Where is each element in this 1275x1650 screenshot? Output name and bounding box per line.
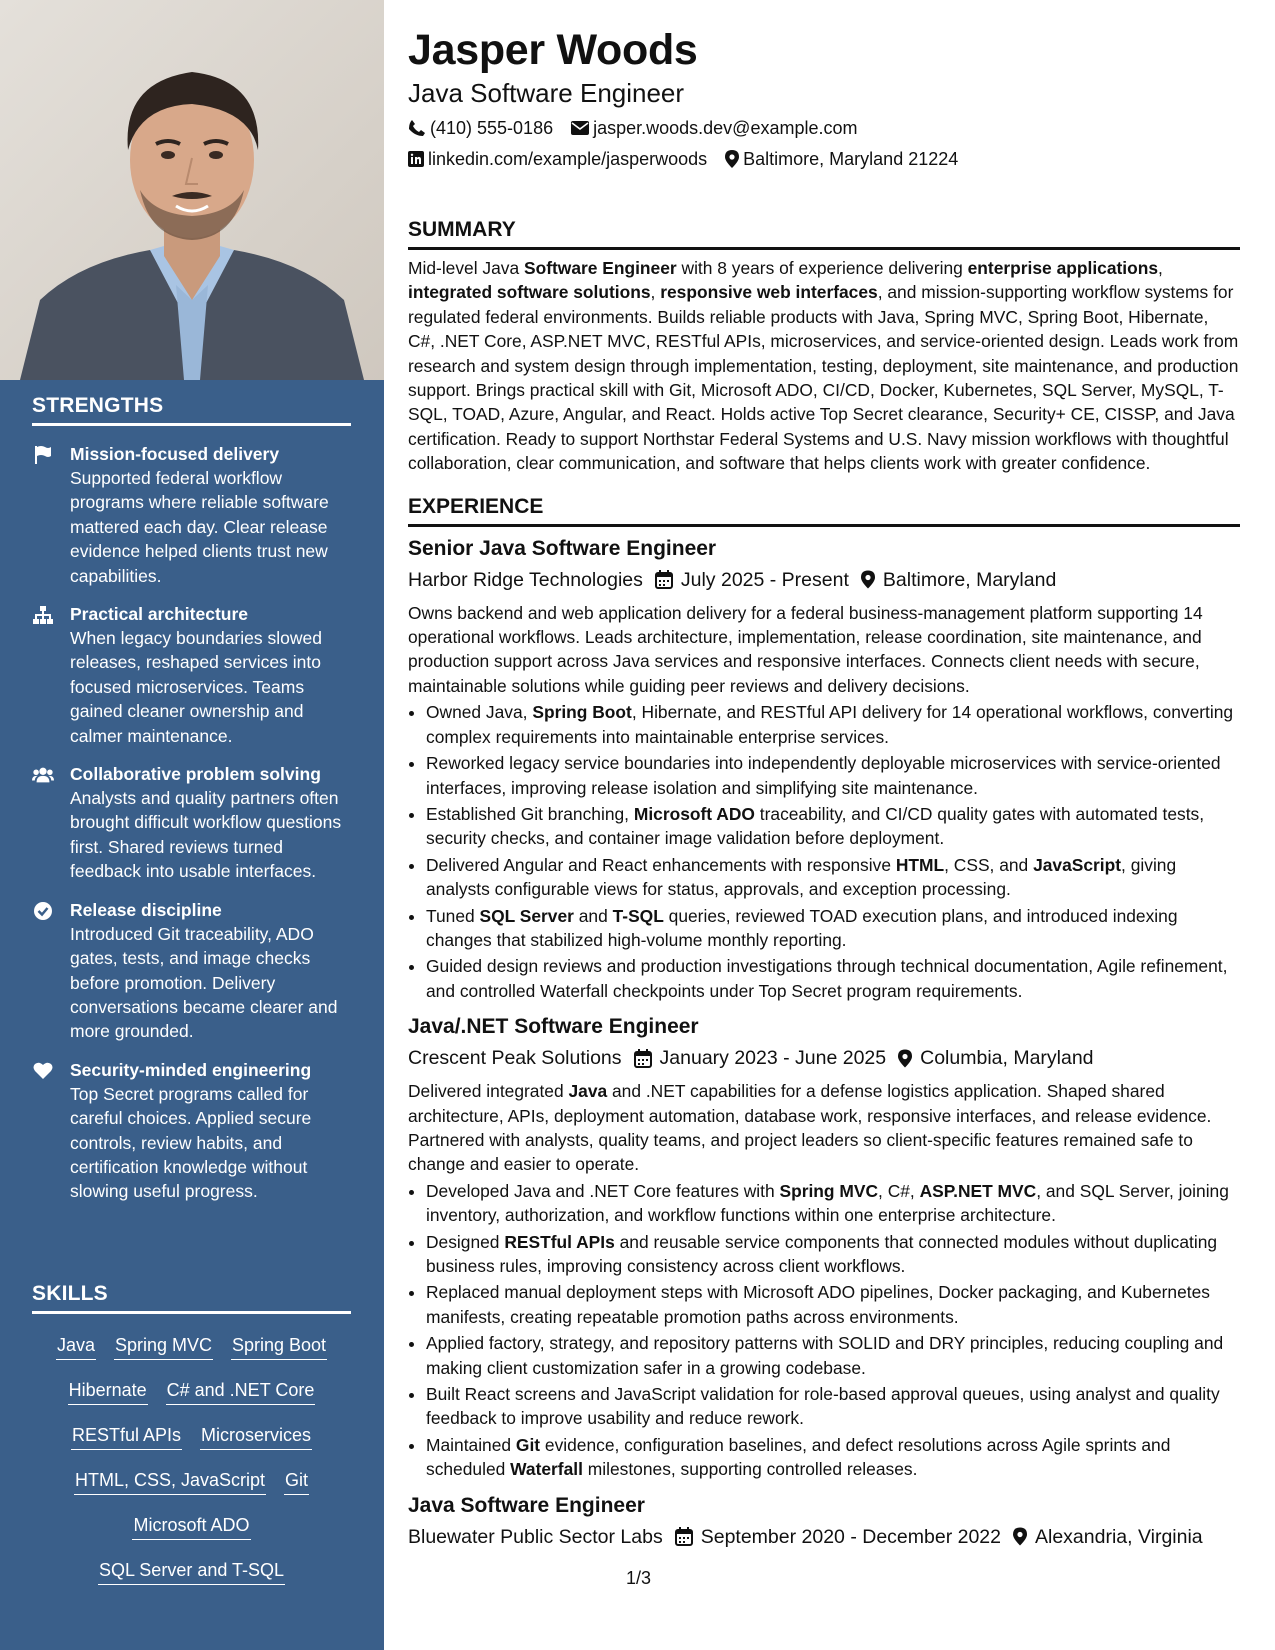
bullet-text: , C#, [878, 1180, 920, 1201]
skill-row [32, 1506, 351, 1551]
job-bullet [426, 1179, 1240, 1228]
page-number: 1/3 [626, 1568, 652, 1588]
skill-tag: Spring Boot [231, 1334, 327, 1360]
skill-tag: C# and .NET Core [166, 1379, 316, 1405]
job-location-text: Baltimore, Maryland [882, 568, 1057, 591]
bullet-text: and reusable service components that connected modules without duplicating business rules, improving consistency across client workflows. [426, 1231, 1218, 1276]
job-dates-text: July 2025 - Present [680, 568, 849, 591]
flag-icon [32, 444, 54, 466]
job-company: Crescent Peak Solutions [408, 1047, 622, 1070]
strength-text: Top Secret programs called for careful choices. Applied secure controls, review habits, and certification knowledge without slowing useful progress. [70, 1083, 312, 1202]
job-title: Java Software Engineer [408, 1493, 645, 1517]
calendar-icon [675, 1527, 693, 1546]
main-content [408, 0, 1240, 1551]
skill-tag: Spring MVC [114, 1334, 213, 1360]
bullet-highlight: SQL Server [479, 905, 574, 926]
bullet-text: Developed Java and .NET Core features with [426, 1180, 780, 1201]
strength-text: Introduced Git traceability, ADO gates, tests, and image checks before promotion. Delivery conversations became clearer and more grounded. [70, 923, 338, 1042]
profile-photo [0, 0, 384, 380]
skill-tag: RESTful APIs [71, 1424, 182, 1450]
bullet-text: and [573, 905, 613, 926]
job-location-text: Alexandria, Virginia [1034, 1525, 1203, 1548]
job-location [898, 1044, 1093, 1072]
job-bullet [426, 904, 1240, 953]
skills-section [32, 1282, 351, 1596]
strength-item [32, 442, 351, 588]
job-bullet: • Applied factory, strategy, and repository patterns with SOLID and DRY principles, reducing coupling and making client customization safer in a growing codebase. [426, 1331, 1240, 1380]
strength-text: Analysts and quality partners often brought difficult workflow questions first. Shared reviews turned feedback into usable interfaces. [70, 788, 342, 882]
bullet-highlight: T-SQL [612, 905, 664, 926]
heart-icon [32, 1060, 54, 1082]
job-description: Owns backend and web application delivery for a federal business-management platform supporting 14 operational workflows. Leads architecture, implementation, release coordination, site maintenance, and production support across Java services and responsive interfaces. Connects client needs with secure, maintainable solutions while guiding peer reviews and delivery decisions. [408, 602, 1203, 696]
skill-row [32, 1326, 351, 1371]
job-bullets [408, 1179, 1240, 1482]
bullet-highlight: Waterfall [510, 1459, 583, 1480]
job-bullet: • Built React screens and JavaScript validation for role-based approval queues, using analyst and quality feedback to improve usability and reduce rework. [426, 1382, 1240, 1431]
strengths-section [32, 394, 351, 1204]
map-pin-icon [861, 570, 875, 589]
job-bullet: • Replaced manual deployment steps with Microsoft ADO pipelines, Docker packaging, and Kubernetes manifests, creating repeatable promotion paths across environments. [426, 1280, 1240, 1329]
summary-highlight: enterprise applications [967, 258, 1159, 278]
bullet-text: Maintained [426, 1434, 516, 1455]
linkedin-contact[interactable] [408, 147, 707, 171]
job-location [861, 566, 1056, 594]
skill-tag: Java [56, 1334, 96, 1360]
skill-row [32, 1371, 351, 1416]
candidate-name: Jasper Woods [408, 26, 698, 74]
job-meta [408, 1044, 1240, 1072]
bullet-highlight: Git [515, 1434, 541, 1455]
location-contact [725, 147, 958, 171]
summary-heading: SUMMARY [408, 217, 1240, 250]
strength-title: Practical architecture [70, 604, 249, 625]
bullet-text: Designed [426, 1231, 505, 1252]
job-location-text: Columbia, Maryland [920, 1047, 1094, 1070]
skill-tag: Microsoft ADO [132, 1514, 250, 1540]
envelope-icon [571, 121, 589, 135]
job-bullet [426, 853, 1240, 902]
bullet-highlight: Spring MVC [779, 1180, 879, 1201]
summary-text-part: with 8 years of experience delivering [676, 258, 968, 278]
phone-icon [408, 119, 426, 137]
strength-title: Mission-focused delivery [70, 444, 280, 464]
bullet-highlight: RESTful APIs [504, 1231, 615, 1252]
strength-item [32, 898, 351, 1044]
job-entry [408, 535, 1240, 1004]
summary-text-part: , [650, 282, 661, 303]
bullet-text: milestones, supporting controlled releases. [582, 1459, 918, 1480]
strength-item [32, 602, 351, 748]
strength-text: Supported federal workflow programs where reliable software mattered each day. Clear release evidence helped clients trust new capabilities. [70, 468, 329, 586]
job-bullet [426, 802, 1240, 851]
bullet-text: , CSS, and [944, 854, 1034, 875]
summary-section [408, 217, 1240, 476]
map-pin-icon [1013, 1527, 1027, 1546]
strength-title: Collaborative problem solving [70, 764, 321, 785]
bullet-highlight: HTML [895, 854, 945, 875]
job-company: Bluewater Public Sector Labs [408, 1525, 663, 1548]
job-bullets [408, 700, 1240, 1003]
contact-row [408, 116, 1240, 140]
job-bullet [426, 700, 1240, 749]
strength-text: When legacy boundaries slowed releases, reshaped services into focused microservices. Teams gained cleaner ownership and calmer maintenance. [70, 628, 322, 746]
job-location [1013, 1523, 1203, 1551]
linkedin-icon [408, 151, 424, 167]
experience-section [408, 494, 1240, 1551]
users-icon [32, 764, 54, 786]
job-dates-text: January 2023 - June 2025 [659, 1047, 887, 1070]
portrait-image [0, 0, 384, 380]
desc-highlight: Java [568, 1081, 608, 1102]
summary-text [408, 256, 1240, 476]
job-bullet: • Reworked legacy service boundaries into independently deployable microservices with service-oriented interfaces, improving release isolation and simplifying site maintenance. [426, 751, 1240, 800]
skills-heading: SKILLS [32, 1282, 351, 1314]
map-pin-icon [898, 1049, 912, 1068]
bullet-text: Delivered Angular and React enhancements with responsive [426, 854, 896, 875]
job-meta [408, 566, 1240, 594]
sidebar [0, 0, 384, 1650]
job-entry [408, 1492, 1240, 1551]
skill-row [32, 1461, 351, 1506]
bullet-text: Established Git branching, [426, 803, 634, 824]
job-bullet [426, 1230, 1240, 1279]
experience-heading: EXPERIENCE [408, 494, 1240, 527]
job-entry [408, 1013, 1240, 1482]
bullet-highlight: JavaScript [1033, 854, 1122, 875]
job-dates [634, 1044, 887, 1072]
desc-text: and .NET capabilities for a defense logistics application. Shaped shared architecture, APIs, deployment automation, database work, responsive interfaces, and release evidence. Partnered with analysts, quality teams, and project leaders so client-specific features remained safe to change and easier to operate. [408, 1081, 1212, 1175]
job-meta [408, 1523, 1240, 1551]
summary-text-part: Mid-level Java [408, 258, 524, 278]
job-bullet: • Guided design reviews and production investigations through technical documentation, Agile refinement, and controlled Waterfall checkpoints under Top Secret program requirements. [426, 954, 1240, 1003]
strength-item [32, 762, 351, 884]
linkedin-text: linkedin.com/example/jasperwoods [428, 149, 708, 169]
job-title: Senior Java Software Engineer [408, 536, 717, 560]
summary-highlight: responsive web interfaces [660, 282, 878, 303]
bullet-text: , Hibernate, and RESTful API delivery for 14 operational workflows, converting complex requirements into maintainable enterprise services. [426, 702, 1234, 747]
bullet-text: queries, reviewed TOAD execution plans, and introduced indexing changes that stabilized high-volume monthly reporting. [426, 905, 1178, 950]
email-text: jasper.woods.dev@example.com [593, 118, 858, 138]
strength-title: Release discipline [70, 899, 222, 920]
bullet-highlight: Microsoft ADO [633, 803, 755, 824]
skill-row [32, 1551, 351, 1596]
phone-contact[interactable] [408, 116, 553, 140]
job-bullet [426, 1433, 1240, 1482]
skill-tag: SQL Server and T-SQL [98, 1559, 285, 1585]
skill-row [32, 1416, 351, 1461]
bullet-highlight: Spring Boot [532, 702, 632, 723]
skill-tag: Git [284, 1469, 309, 1495]
phone-text: (410) 555-0186 [430, 118, 554, 138]
job-dates-text: September 2020 - December 2022 [700, 1525, 1001, 1548]
desc-text: Delivered integrated [408, 1081, 569, 1102]
sitemap-icon [32, 604, 54, 626]
skills-list [32, 1326, 351, 1596]
summary-highlight: integrated software solutions [408, 282, 651, 303]
summary-highlight: Software Engineer [523, 258, 677, 278]
job-title: Java/.NET Software Engineer [408, 1015, 699, 1039]
email-contact[interactable] [571, 116, 857, 140]
bullet-text: , giving analysts configurable views for status, approvals, and exception processing. [426, 854, 1177, 900]
strength-title: Security-minded engineering [70, 1059, 312, 1080]
calendar-icon [655, 570, 673, 589]
job-description [408, 1079, 1240, 1177]
skill-tag: Microservices [200, 1424, 312, 1450]
bullet-text: , and SQL Server, joining inventory, authorization, and workflow functions within one enterprise architecture. [426, 1180, 1229, 1226]
contact-row [408, 147, 1240, 171]
job-dates [675, 1523, 1001, 1551]
skill-tag: Hibernate [68, 1379, 148, 1405]
job-dates [655, 566, 849, 594]
bullet-text: Owned Java, [426, 702, 533, 723]
check-circle-icon [32, 900, 54, 922]
bullet-text: Tuned [426, 905, 480, 926]
strengths-heading: STRENGTHS [32, 394, 351, 426]
skill-tag: HTML, CSS, JavaScript [74, 1469, 266, 1495]
summary-text-part: , [1158, 258, 1163, 278]
strength-item [32, 1058, 351, 1204]
calendar-icon [634, 1049, 652, 1068]
job-company: Harbor Ridge Technologies [408, 568, 643, 591]
bullet-highlight: ASP.NET MVC [919, 1180, 1037, 1201]
location-text: Baltimore, Maryland 21224 [743, 149, 959, 169]
summary-text-part: , and mission-supporting workflow systems for regulated federal environments. Builds reliable products with Java, Spring MVC, Spring Boot, Hibernate, C#, .NET Core, ASP.NET MVC, RESTful APIs, microservices, and service-oriented design. Leads work from research and system design through implementation, testing, deployment, site maintenance, and production support. Brings practical skill with Git, Microsoft ADO, CI/CD, Docker, Kubernetes, SQL Server, MySQL, T-SQL, TOAD, Azure, Angular, and React. Holds active Top Secret clearance, Security+ CE, CISSP, and Java certification. Ready to support Northstar Federal Systems and U.S. Navy mission workflows with thoughtful collaboration, clear communication, and software that helps clients work with greater confidence. [408, 282, 1239, 474]
candidate-title: Java Software Engineer [408, 78, 685, 108]
bullet-text: traceability, and CI/CD quality gates with automated tests, security checks, and container image validation before deployment. [426, 803, 1205, 849]
bullet-text: evidence, configuration baselines, and defect resolutions across Agile sprints and scheduled [426, 1434, 1171, 1480]
map-pin-icon [725, 150, 739, 168]
